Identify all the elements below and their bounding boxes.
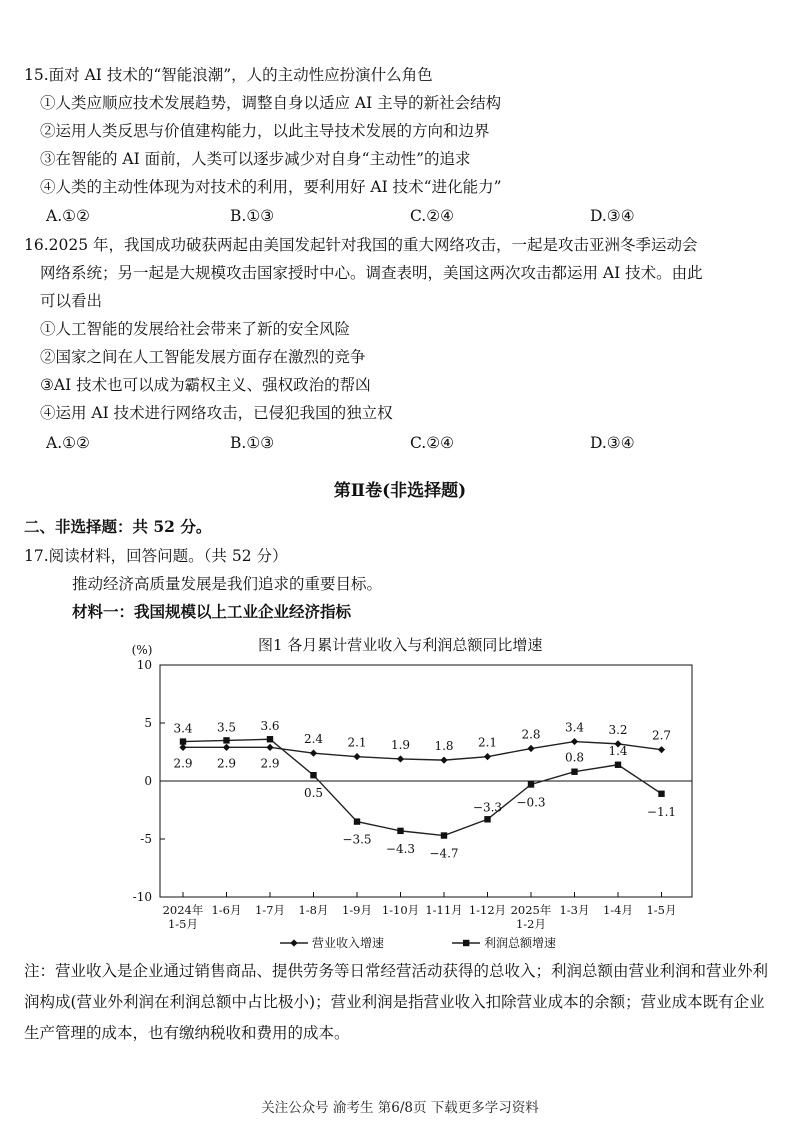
revenue-data-label: 2.9 — [173, 756, 193, 771]
q16-item-3: ③AI 技术也可以成为霸权主义、强权政治的帮凶 — [40, 376, 371, 394]
profit-data-label: −0.3 — [516, 795, 546, 810]
x-tick-label: 1-5月 — [167, 917, 199, 931]
profit-point — [310, 772, 316, 778]
profit-data-label: 0.8 — [564, 750, 585, 765]
q16-option-c: C.②④ — [410, 434, 455, 452]
q15-item-3: ③在智能的 AI 面前，人类可以逐步减少对自身“主动性”的追求 — [40, 150, 471, 168]
revenue-point — [223, 744, 230, 751]
profit-point — [571, 769, 577, 775]
q17-stem: 17.阅读材料，回答问题。（共 52 分） — [24, 547, 288, 565]
q15-option-a: A.①② — [46, 207, 90, 225]
profit-data-label: −4.3 — [385, 841, 416, 856]
section-title: 第Ⅱ卷(非选择题) — [333, 481, 467, 501]
q15-stem: 15.面对 AI 技术的“智能浪潮”，人的主动性应扮演什么角色 — [24, 66, 433, 84]
x-tick-label: 1-8月 — [298, 903, 329, 917]
x-tick-label: 1-3月 — [559, 903, 590, 917]
x-tick-label: 1-10月 — [381, 903, 420, 917]
revenue-point — [353, 753, 360, 760]
profit-data-label: 3.5 — [216, 720, 237, 735]
profit-point — [397, 828, 403, 834]
q17-intro: 推动经济高质量发展是我们追求的重要目标。 — [72, 575, 383, 593]
profit-data-label: 3.4 — [173, 721, 193, 736]
profit-point — [615, 762, 621, 768]
chart-title: 图1 各月累计营业收入与利润总额同比增速 — [258, 636, 543, 654]
y-tick-label: 5 — [144, 716, 152, 730]
revenue-point — [310, 750, 317, 757]
y-tick-label: 0 — [144, 774, 152, 788]
q16-stem-line-1: 16.2025 年，我国成功破获两起由美国发起针对我国的重大网络攻击，一起是攻击亚洲冬季运动会 — [24, 236, 698, 254]
profit-data-label: 1.4 — [608, 743, 628, 758]
profit-point — [658, 791, 664, 797]
profit-point — [354, 818, 360, 824]
y-tick-label: 10 — [136, 658, 152, 672]
q16-option-d: D.③④ — [590, 434, 635, 452]
chart-note: 注：营业收入是企业通过销售商品、提供劳务等日常经营活动获得的总收入；利润总额由营业利润和营业外利润构成(营业外利润在利润总额中占比极小)；营业利润是指营业收入扣除营业成本的余额；营业成本既有企业生产管理的成本，也有缴纳税收和费用的成本。 — [24, 962, 769, 1042]
revenue-point — [658, 746, 665, 753]
x-tick-label: 1-6月 — [211, 903, 242, 917]
profit-point — [528, 781, 534, 787]
series-line-revenue — [183, 742, 662, 761]
revenue-data-label: 1.8 — [434, 739, 454, 754]
material-1-caption: 材料一：我国规模以上工业企业经济指标 — [72, 602, 352, 621]
profit-data-label: −3.3 — [472, 800, 503, 815]
profit-point — [441, 832, 447, 838]
legend-marker-revenue — [290, 939, 297, 946]
revenue-data-label: 2.9 — [260, 756, 280, 771]
series-line-profit — [183, 739, 662, 835]
revenue-point — [397, 755, 404, 762]
profit-data-label: −3.5 — [342, 832, 372, 847]
x-tick-label: 1-11月 — [425, 903, 463, 917]
q16-item-4: ④运用 AI 技术进行网络攻击，已侵犯我国的独立权 — [40, 404, 393, 422]
q16-stem-line-3: 可以看出 — [40, 292, 103, 310]
revenue-point — [484, 753, 491, 760]
x-tick-label: 1-5月 — [646, 903, 677, 917]
revenue-point — [266, 744, 273, 751]
profit-point — [267, 736, 273, 742]
y-tick-label: -10 — [132, 890, 152, 904]
revenue-point — [527, 745, 534, 752]
x-tick-label: 1-2月 — [515, 917, 547, 931]
legend-marker-profit — [463, 940, 469, 946]
q16-item-1: ①人工智能的发展给社会带来了新的安全风险 — [40, 320, 351, 338]
x-tick-label: 1-12月 — [468, 903, 507, 917]
q15-option-c: C.②④ — [410, 207, 455, 225]
legend-label-profit: 利润总额增速 — [484, 936, 557, 950]
x-tick-label: 1-4月 — [602, 903, 634, 917]
x-tick-label: 2024年 — [162, 903, 204, 917]
x-tick-label: 2025年 — [510, 903, 552, 917]
profit-point — [180, 738, 186, 744]
q15-item-2: ②运用人类反思与价值建构能力，以此主导技术发展的方向和边界 — [40, 122, 490, 140]
revenue-data-label: 2.1 — [347, 735, 367, 750]
chart — [0, 640, 800, 960]
q16-option-a: A.①② — [46, 434, 90, 452]
revenue-data-label: 2.9 — [216, 756, 237, 771]
part2-heading: 二、非选择题：共 52 分。 — [24, 517, 212, 536]
revenue-point — [179, 744, 186, 751]
page-footer: 关注公众号 渝考生 第6/8页 下载更多学习资料 — [261, 1100, 539, 1116]
q15-item-4: ④人类的主动性体现为对技术的利用，要利用好 AI 技术“进化能力” — [40, 178, 502, 196]
y-tick-label: -5 — [140, 832, 152, 846]
profit-data-label: −1.1 — [646, 804, 677, 819]
q16-item-2: ②国家之间在人工智能发展方面存在激烈的竞争 — [40, 348, 366, 366]
revenue-data-label: 2.1 — [477, 735, 498, 750]
revenue-data-label: 2.7 — [651, 728, 672, 743]
q15-option-b: B.①③ — [230, 207, 275, 225]
revenue-data-label: 2.4 — [303, 732, 324, 747]
x-tick-label: 1-9月 — [341, 903, 373, 917]
profit-data-label: 0.5 — [303, 786, 324, 801]
profit-point — [223, 737, 229, 743]
legend-label-revenue: 营业收入增速 — [312, 936, 385, 950]
x-tick-label: 1-7月 — [254, 903, 286, 917]
revenue-point — [440, 757, 447, 764]
q15-option-d: D.③④ — [590, 207, 635, 225]
revenue-data-label: 3.4 — [564, 720, 585, 735]
q16-option-b: B.①③ — [230, 434, 275, 452]
profit-data-label: −4.7 — [429, 846, 459, 861]
q16-stem-line-2: 网络系统；另一起是大规模攻击国家授时中心。调查表明，美国这两次攻击都运用 AI 技术。由此 — [40, 264, 703, 282]
y-axis-label: (%) — [131, 643, 153, 657]
revenue-data-label: 3.2 — [608, 722, 628, 737]
q15-item-1: ①人类应顺应技术发展趋势，调整自身以适应 AI 主导的新社会结构 — [40, 94, 502, 112]
revenue-data-label: 2.8 — [521, 727, 541, 742]
revenue-data-label: 1.9 — [390, 737, 411, 752]
revenue-point — [571, 738, 578, 745]
profit-data-label: 3.6 — [260, 719, 280, 734]
profit-point — [484, 816, 490, 822]
